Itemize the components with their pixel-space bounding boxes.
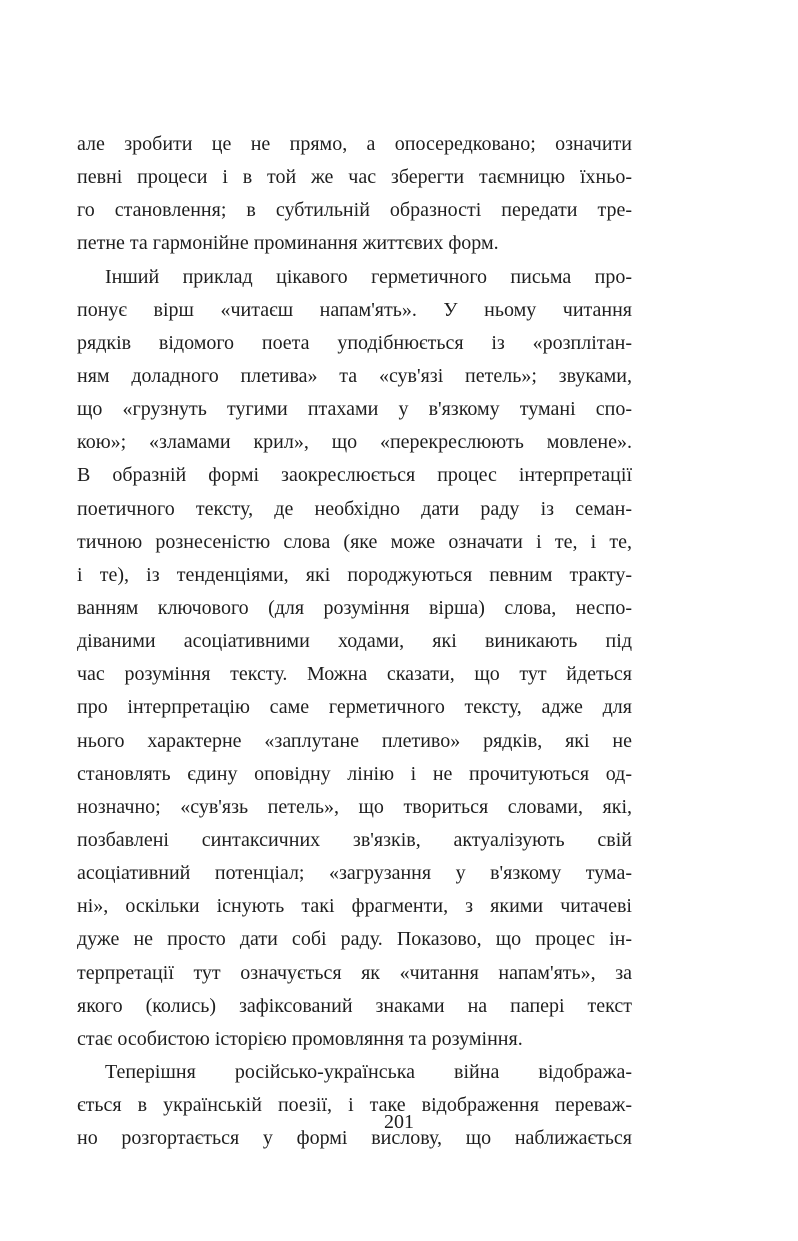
paragraph-first-line: Теперішня російсько-українська війна відобража-	[105, 1060, 632, 1083]
text-line: про інтерпретацію саме герметичного тексту, адже для	[77, 696, 632, 719]
text-line: але зробити це не прямо, а опосередковано; означити	[77, 133, 632, 155]
text-line: поетичного тексту, де необхідно дати раду із семан-	[77, 497, 632, 520]
text-line: нозначно; «сув'язь петель», що твориться словами, які,	[77, 795, 632, 818]
text-line: якого (колись) зафіксований знаками на папері текст	[77, 994, 632, 1017]
text-line: ням доладного плетива» та «сув'язі петель»; звуками,	[77, 364, 632, 387]
text-line: дуже не просто дати собі раду. Показово, що процес ін-	[77, 928, 632, 951]
text-line: що «грузнуть тугими птахами у в'язкому тумані спо-	[77, 398, 632, 421]
text-line: терпретації тут означується як «читання напам'ять», за	[77, 961, 632, 984]
text-line: кою»; «зламами крил», що «перекреслюють мовлене».	[77, 431, 632, 454]
page-number: 201	[384, 1111, 414, 1133]
text-line: петне та гармонійне проминання життєвих форм.	[77, 232, 499, 255]
text-line: діваними асоціативними ходами, які виникають під	[77, 630, 632, 653]
text-line: і те), із тенденціями, які породжуються певним тракту-	[77, 563, 632, 586]
text-line: тичною рознесеністю слова (яке може означати і те, і те,	[77, 530, 632, 553]
text-line: ні», оскільки існують такі фрагменти, з якими читачеві	[77, 895, 632, 918]
body-text	[77, 128, 632, 1155]
text-line: понує вірш «читаєш напам'ять». У ньому читання	[77, 298, 632, 321]
text-line: позбавлені синтаксичних зв'язків, актуалізують свій	[77, 828, 632, 851]
text-line: певні процеси і в той же час зберегти таємницю їхньо-	[77, 166, 632, 189]
text-line: ється в українській поезії, і таке відображення переваж-	[77, 1094, 632, 1117]
text-line: час розуміння тексту. Можна сказати, що тут йдеться	[77, 663, 632, 686]
text-line: го становлення; в субтильній образності передати тре-	[77, 199, 632, 222]
text-line: нього характерне «заплутане плетиво» рядків, які не	[77, 729, 632, 752]
text-line: асоціативний потенціал; «загрузання у в'язкому тума-	[77, 862, 632, 885]
paragraph-first-line: Інший приклад цікавого герметичного письма про-	[105, 265, 632, 288]
text-line: ванням ключового (для розуміння вірша) слова, неспо-	[77, 596, 632, 619]
text-line: В образній формі заокреслюється процес інтерпретації	[77, 464, 632, 487]
text-line: рядків відомого поета уподібнюється із «розплітан-	[77, 331, 632, 354]
text-line: становлять єдину оповідну лінію і не прочитуються од-	[77, 762, 632, 785]
text-line: стає особистою історією промовляння та розуміння.	[77, 1027, 523, 1050]
text-line: но розгортається у формі вислову, що наближається	[77, 1127, 632, 1150]
